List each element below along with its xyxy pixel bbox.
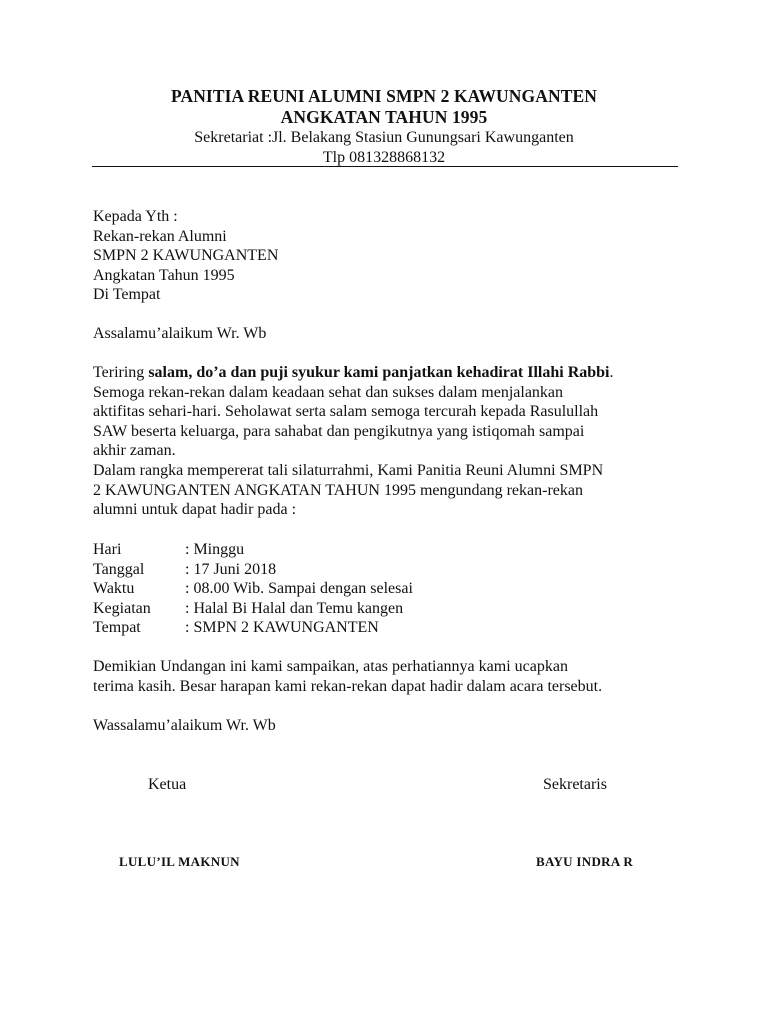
farewell	[93, 716, 693, 736]
letterhead-title-line2: ANGKATAN TAHUN 1995	[280, 107, 488, 127]
detail-value: : SMPN 2 KAWUNGANTEN	[185, 619, 379, 637]
detail-label: Tempat	[93, 619, 141, 637]
signature-name-chair: LULU’IL MAKNUN	[119, 854, 240, 869]
signature-name-secretary: BAYU INDRA R	[536, 854, 634, 869]
recipient-line: Rekan-rekan Alumni	[93, 227, 227, 245]
detail-value: : 08.00 Wib. Sampai dengan selesai	[185, 580, 413, 598]
closing-paragraph	[93, 657, 693, 696]
detail-row-activity	[93, 599, 693, 619]
paragraph-line: 2 KAWUNGANTEN ANGKATAN TAHUN 1995 mengundang rekan-rekan	[93, 481, 583, 499]
opening-paragraph	[93, 363, 693, 520]
detail-label: Kegiatan	[93, 599, 151, 617]
recipient-line: Angkatan Tahun 1995	[93, 266, 235, 284]
closing-line: terima kasih. Besar harapan kami rekan-rekan dapat hadir dalam acara tersebut.	[93, 677, 603, 695]
recipient-line: Di Tempat	[93, 286, 161, 304]
letterhead-address: Sekretariat :Jl. Belakang Stasiun Gunungsari Kawunganten	[194, 129, 574, 146]
paragraph-line: alumni untuk dapat hadir pada :	[93, 501, 297, 519]
paragraph-line: akhir zaman.	[93, 442, 176, 460]
paragraph-line: SAW beserta keluarga, para sahabat dan pengikutnya yang istiqomah sampai	[93, 422, 585, 440]
farewell-text: Wassalamu’alaikum Wr. Wb	[93, 717, 276, 734]
recipient-line: SMPN 2 KAWUNGANTEN	[93, 247, 279, 265]
greeting	[93, 324, 693, 344]
detail-row-day	[93, 540, 693, 560]
detail-value: : Minggu	[185, 541, 245, 558]
paragraph-bold-phrase: salam, do’a dan puji syukur kami panjatkan kehadirat Illahi Rabbi	[148, 364, 610, 381]
recipient-block	[93, 207, 693, 305]
signature-role-chair: Ketua	[148, 776, 187, 793]
paragraph-line: Semoga rekan-rekan dalam keadaan sehat dan sukses dalam menjalankan	[93, 383, 564, 401]
greeting-text: Assalamu’alaikum Wr. Wb	[93, 325, 267, 342]
letterhead-title-line1: PANITIA REUNI ALUMNI SMPN 2 KAWUNGANTEN	[170, 86, 598, 106]
closing-line: Demikian Undangan ini kami sampaikan, atas perhatiannya kami ucapkan	[93, 658, 568, 675]
detail-value: : Halal Bi Halal dan Temu kangen	[185, 599, 404, 617]
letterhead-phone: Tlp 081328868132	[322, 149, 446, 166]
event-details	[93, 540, 693, 638]
detail-label: Tanggal	[93, 560, 145, 578]
letterhead-divider	[92, 166, 678, 167]
detail-row-place	[93, 618, 693, 638]
recipient-line: Kepada Yth :	[93, 208, 178, 225]
paragraph-lead: Teriring	[93, 364, 149, 381]
paragraph-tail: .	[609, 364, 614, 381]
paragraph-line	[93, 363, 693, 383]
paragraph-line: Dalam rangka mempererat tali silaturrahmi, Kami Panitia Reuni Alumni SMPN	[93, 461, 604, 479]
detail-value: : 17 Juni 2018	[185, 560, 277, 578]
detail-label: Hari	[93, 541, 122, 558]
letterhead	[0, 86, 768, 168]
detail-label: Waktu	[93, 580, 135, 598]
paragraph-line: aktifitas sehari-hari. Seholawat serta salam semoga tercurah kepada Rasulullah	[93, 403, 599, 421]
detail-row-date	[93, 560, 693, 580]
detail-row-time	[93, 579, 693, 599]
signature-role-secretary: Sekretaris	[543, 776, 607, 793]
